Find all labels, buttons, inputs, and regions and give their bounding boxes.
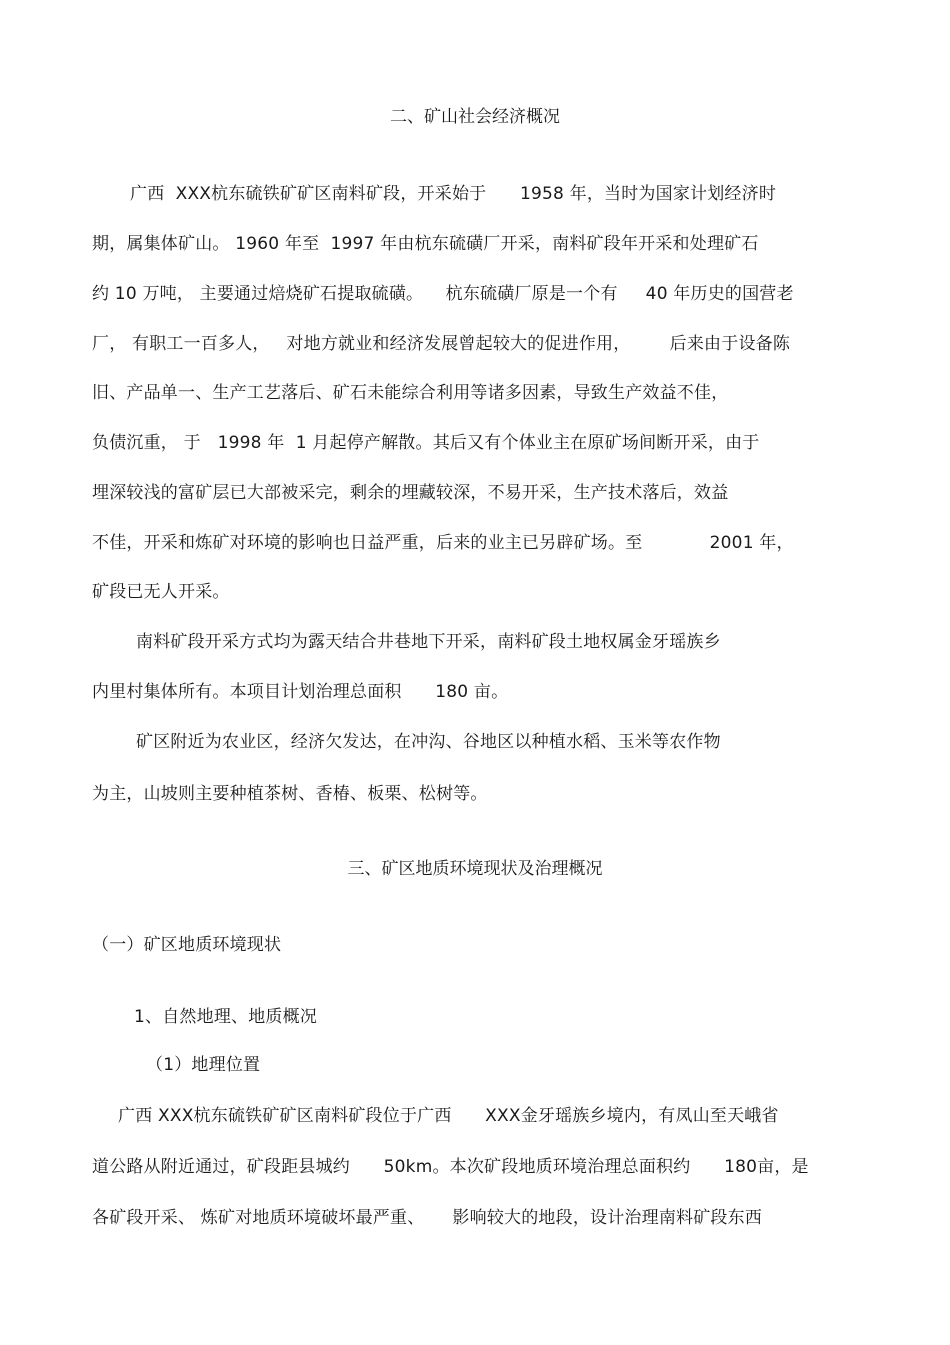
paragraph-line: 埋深较浅的富矿层已大部被采完，剩余的埋藏较深，不易开采，生产技术落后，效益 bbox=[92, 483, 729, 503]
section-3-title: 三、矿区地质环境现状及治理概况 bbox=[347, 859, 603, 879]
paragraph-line: 旧、产品单一、生产工艺落后、矿石未能综合利用等诸多因素，导致生产效益不佳， bbox=[92, 383, 729, 403]
subsection-heading: （一）矿区地质环境现状 bbox=[92, 935, 282, 955]
paragraph-line: 约 10 万吨， 主要通过焙烧矿石提取硫磺。 杭东硫磺厂原是一个有 40 年历史的国营老 bbox=[92, 284, 794, 304]
paragraph-line: 厂， 有职工一百多人， 对地方就业和经济发展曾起较大的促进作用， 后来由于设备陈 bbox=[92, 334, 791, 354]
paragraph-line: 广西 XXX杭东硫铁矿矿区南料矿段位于广西 XXX金牙瑶族乡境内，有凤山至天峨省 bbox=[118, 1106, 779, 1126]
paragraph-line: 南料矿段开采方式均为露天结合井巷地下开采，南料矿段土地权属金牙瑶族乡 bbox=[136, 632, 721, 652]
paragraph-line: 道公路从附近通过，矿段距县城约 50km。本次矿段地质环境治理总面积约 180亩，是 bbox=[92, 1157, 809, 1177]
subsection-heading: 1、自然地理、地质概况 bbox=[134, 1007, 318, 1027]
paragraph-line: 不佳，开采和炼矿对环境的影响也日益严重，后来的业主已另辟矿场。至 2001 年， bbox=[92, 533, 794, 553]
paragraph-line: 各矿段开采、 炼矿对地质环境破坏最严重、 影响较大的地段，设计治理南料矿段东西 bbox=[92, 1208, 763, 1228]
paragraph-line: 为主，山坡则主要种植茶树、香椿、板栗、松树等。 bbox=[92, 784, 488, 804]
subsection-heading: （1）地理位置 bbox=[146, 1055, 261, 1075]
paragraph-line: 内里村集体所有。本项目计划治理总面积 180 亩。 bbox=[92, 682, 509, 702]
paragraph-line: 期，属集体矿山。 1960 年至 1997 年由杭东硫磺厂开采，南料矿段年开采和处理矿石 bbox=[92, 234, 759, 254]
paragraph-line: 矿区附近为农业区，经济欠发达，在冲沟、谷地区以种植水稻、玉米等农作物 bbox=[136, 732, 721, 752]
paragraph-line: 广西 XXX杭东硫铁矿矿区南料矿段，开采始于 1958 年，当时为国家计划经济时 bbox=[130, 184, 777, 204]
paragraph-line: 负债沉重， 于 1998 年 1 月起停产解散。其后又有个体业主在原矿场间断开采，由于 bbox=[92, 433, 760, 453]
paragraph-line: 矿段已无人开采。 bbox=[92, 582, 230, 602]
section-2-title: 二、矿山社会经济概况 bbox=[390, 107, 560, 127]
